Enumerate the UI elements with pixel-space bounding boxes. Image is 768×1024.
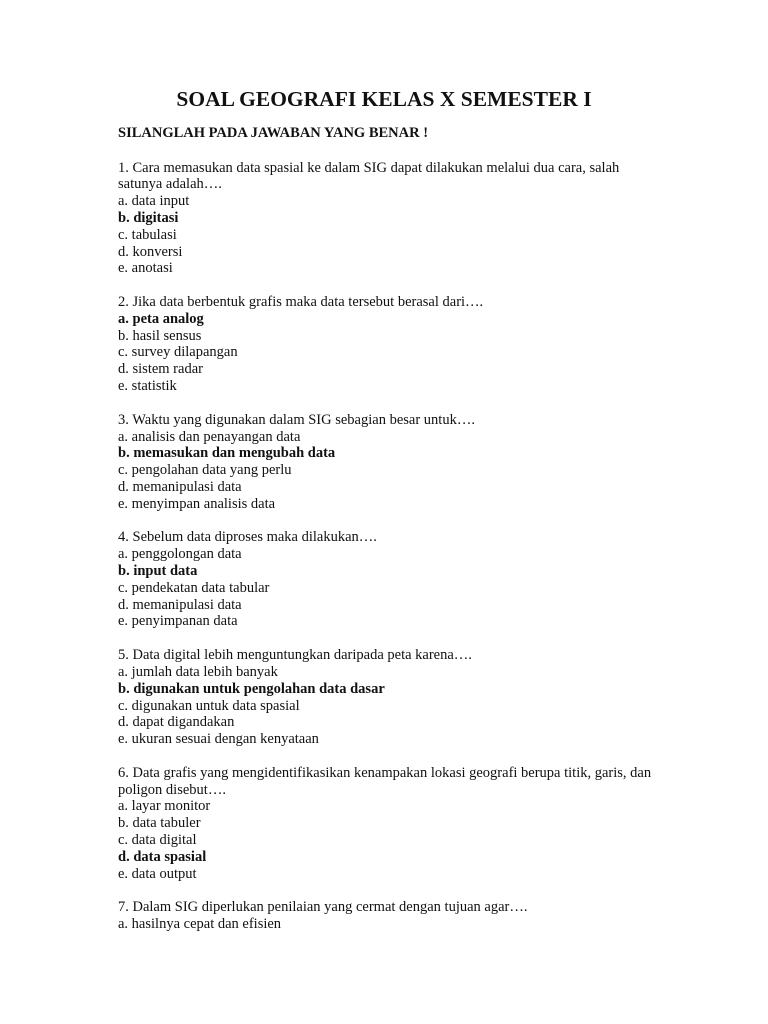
answer-option: d. memanipulasi data <box>118 478 242 495</box>
answer-option: a. penggolongan data <box>118 546 242 563</box>
answer-option-correct: b. digitasi <box>118 209 179 226</box>
answer-option: d. dapat digandakan <box>118 714 235 731</box>
answer-option: a. analisis dan penayangan data <box>118 428 301 445</box>
answer-option: b. hasil sensus <box>118 327 202 344</box>
question-6 <box>118 765 678 900</box>
answer-option: d. memanipulasi data <box>118 596 242 613</box>
question-1 <box>118 160 678 295</box>
answer-option: c. pengolahan data yang perlu <box>118 462 292 479</box>
answer-option: a. hasilnya cepat dan efisien <box>118 916 282 933</box>
answer-option: c. digunakan untuk data spasial <box>118 697 300 714</box>
answer-option: c. data digital <box>118 832 197 848</box>
question-2 <box>118 294 678 412</box>
answer-option: c. pendekatan data tabular <box>118 579 270 596</box>
answer-option: b. data tabuler <box>118 815 201 832</box>
answer-option: c. tabulasi <box>118 226 177 243</box>
answer-option: a. layar monitor <box>118 798 211 815</box>
spacer <box>118 513 678 530</box>
answer-option-correct: b. digunakan untuk pengolahan data dasar <box>118 680 385 697</box>
question-text: 6. Data grafis yang mengidentifikasikan kenampakan lokasi geografi berupa titik, garis, dan <box>118 764 652 781</box>
answer-option: c. survey dilapangan <box>118 344 238 361</box>
question-3 <box>118 412 678 530</box>
answer-option: e. penyimpanan data <box>118 613 238 630</box>
question-text: 3. Waktu yang digunakan dalam SIG sebagian besar untuk…. <box>118 411 475 428</box>
question-4 <box>118 529 678 647</box>
answer-option: e. statistik <box>118 378 177 395</box>
spacer <box>118 882 678 899</box>
question-text: 5. Data digital lebih menguntungkan daripada peta karena…. <box>118 647 472 664</box>
answer-option-correct: b. memasukan dan mengubah data <box>118 445 336 462</box>
answer-option: e. anotasi <box>118 260 173 277</box>
question-text: 4. Sebelum data diproses maka dilakukan…. <box>118 529 377 546</box>
spacer <box>118 630 678 647</box>
question-text: 7. Dalam SIG diperlukan penilaian yang cermat dengan tujuan agar…. <box>118 899 528 916</box>
answer-option: e. ukuran sesuai dengan kenyataan <box>118 731 319 748</box>
answer-option-correct: b. input data <box>118 563 198 579</box>
answer-option-correct: d. data spasial <box>118 848 207 865</box>
answer-option-correct: a. peta analog <box>118 310 204 327</box>
question-list <box>118 160 678 933</box>
question-text: 1. Cara memasukan data spasial ke dalam SIG dapat dilakukan melalui dua cara, salah <box>118 159 620 176</box>
spacer <box>118 748 678 765</box>
spacer <box>118 395 678 412</box>
question-text: 2. Jika data berbentuk grafis maka data tersebut berasal dari…. <box>118 294 484 310</box>
answer-option: e. menyimpan analisis data <box>118 495 276 512</box>
answer-option: a. jumlah data lebih banyak <box>118 663 278 680</box>
question-text: satunya adalah…. <box>118 176 222 193</box>
page-title: SOAL GEOGRAFI KELAS X SEMESTER I <box>176 87 592 111</box>
answer-option: d. konversi <box>118 243 183 260</box>
question-7 <box>118 899 678 933</box>
answer-option: e. data output <box>118 865 197 882</box>
answer-option: d. sistem radar <box>118 361 203 378</box>
question-5 <box>118 647 678 765</box>
instruction: SILANGLAH PADA JAWABAN YANG BENAR ! <box>118 125 429 141</box>
question-text: poligon disebut…. <box>118 781 226 798</box>
spacer <box>118 277 678 294</box>
answer-option: a. data input <box>118 193 190 210</box>
